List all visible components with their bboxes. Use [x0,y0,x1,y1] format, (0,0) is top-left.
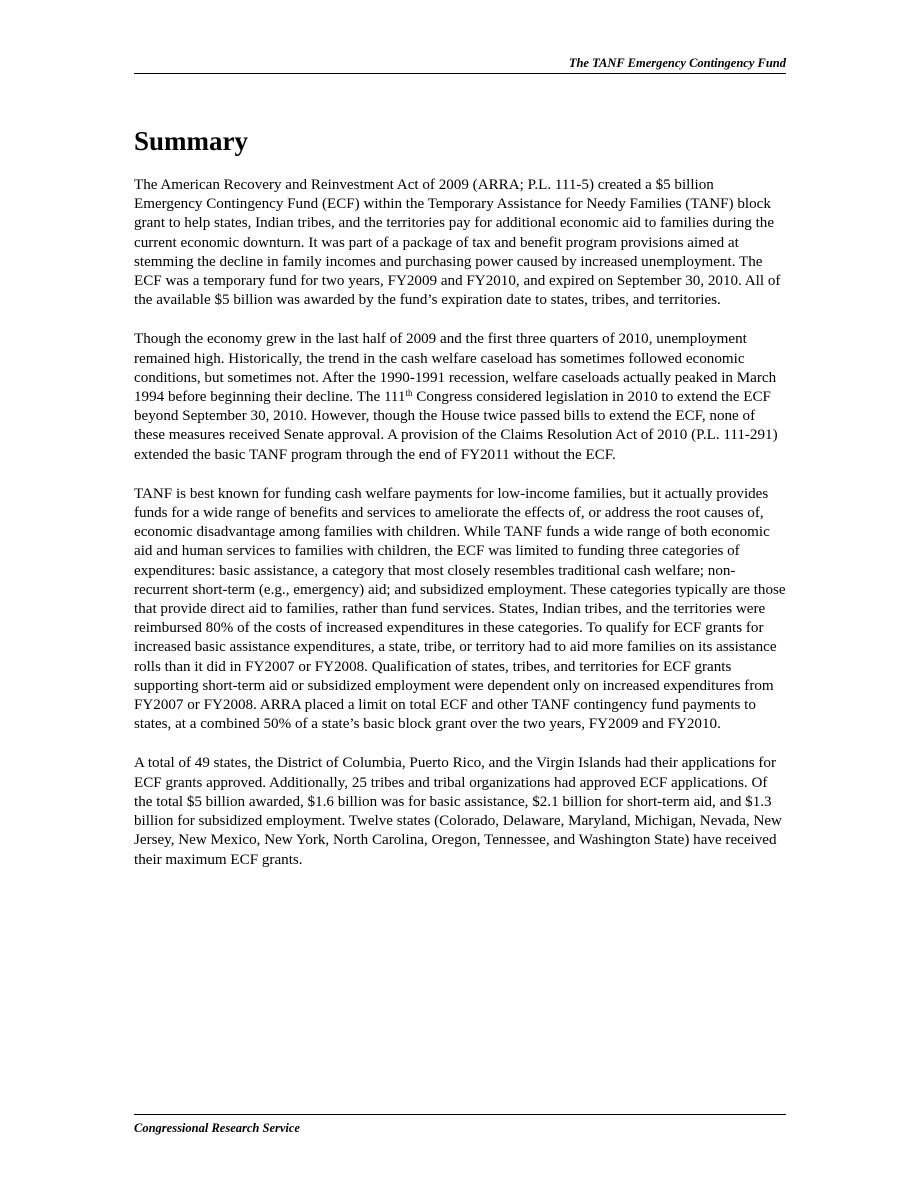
paragraph-3: TANF is best known for funding cash welfare payments for low-income families, but it actually provides funds for a wide range of benefits and services to ameliorate the effects of, or address the root causes of, economic disadvantage among families with children. While TANF funds a wide range of both economic aid and human services to families with children, the ECF was limited to funding three categories of expenditures: basic assistance, a category that most closely resembles traditional cash welfare; non-recurrent short-term (e.g., emergency) aid; and subsidized employment. These categories typically are those that provide direct aid to families, rather than fund services. States, Indian tribes, and the territories were reimbursed 80% of the costs of increased expenditures in these categories. To qualify for ECF grants for increased basic assistance expenditures, a state, tribe, or territory had to aid more families on its assistance rolls than it did in FY2007 or FY2008. Qualification of states, tribes, and territories for ECF grants supporting short-term aid or subsidized employment were dependent only on increased expenditures from FY2007 or FY2008. ARRA placed a limit on total ECF and other TANF contingency fund payments to states, at a combined 50% of a state’s basic block grant over the two years, FY2009 and FY2010. [134,485,786,733]
running-header [134,56,786,74]
paragraph-2 [134,330,786,464]
paragraph-2-text-a: Though the economy grew in the last half of 2009 and the first three quarters of 2010, unemployment remained high. Historically, the trend in the cash welfare caseload has sometimes followed economic conditions, but sometimes not. After the 1990-1991 recession, welfare caseloads actually peaked in March 1994 before beginning their decline. The 111 [134,331,777,406]
publisher-name: Congressional Research Service [134,1121,300,1135]
ordinal-suffix: th [405,388,413,399]
paragraph-2-text-b: Congress considered legislation in 2010 to extend the ECF beyond September 30, 2010. However, though the House twice passed bills to extend the ECF, none of these measures received Senate approval. A provision of the Claims Resolution Act of 2010 (P.L. 111-291) extended the basic TANF program through the end of FY2011 without the ECF. [134,389,778,463]
running-title: The TANF Emergency Contingency Fund [568,56,786,70]
section-heading: Summary [134,126,248,156]
summary-body [134,176,786,890]
paragraph-4: A total of 49 states, the District of Columbia, Puerto Rico, and the Virgin Islands had their applications for ECF grants approved. Additionally, 25 tribes and tribal organizations had approved ECF applications. Of the total $5 billion awarded, $1.6 billion was for basic assistance, $2.1 billion for short-term aid, and $1.3 billion for subsidized employment. Twelve states (Colorado, Delaware, Maryland, Michigan, Nevada, New Jersey, New Mexico, New York, North Carolina, Oregon, Tennessee, and Washington State) have received their maximum ECF grants. [134,755,782,868]
paragraph-1: The American Recovery and Reinvestment Act of 2009 (ARRA; P.L. 111-5) created a $5 billion Emergency Contingency Fund (ECF) within the Temporary Assistance for Needy Families (TANF) block grant to help states, Indian tribes, and the territories pay for additional economic aid to families during the current economic downturn. It was part of a package of tax and benefit program provisions aimed at stemming the decline in family incomes and purchasing power caused by increased unemployment. The ECF was a temporary fund for two years, FY2009 and FY2010, and expired on September 30, 2010. All of the available $5 billion was awarded by the fund’s expiration date to states, tribes, and territories. [134,177,781,309]
running-footer [134,1114,786,1136]
